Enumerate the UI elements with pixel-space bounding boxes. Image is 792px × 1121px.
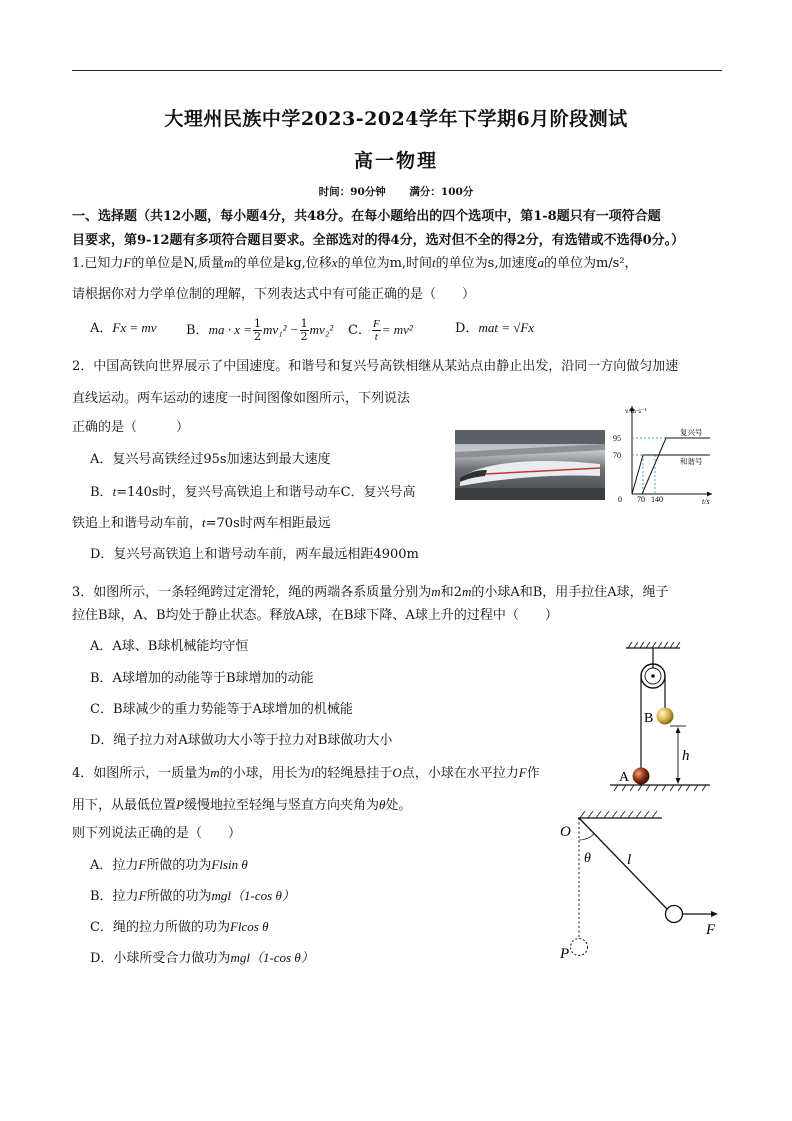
fraction-half bbox=[300, 318, 309, 343]
pendulum-figure bbox=[552, 806, 722, 966]
graph-xtick-140: 140 bbox=[651, 495, 663, 504]
label-f: F bbox=[706, 922, 716, 938]
q4-option-b[interactable] bbox=[90, 886, 295, 907]
section-heading bbox=[72, 205, 722, 253]
section-heading-line1: 一、选择题（共12小题，每小题4分，共48分。在每小题给出的四个选项中，第1-8题只有一项符合题 bbox=[72, 209, 661, 224]
q1-var-F: F bbox=[123, 255, 132, 270]
ball-a bbox=[633, 768, 650, 785]
option-formula: Fx = mv bbox=[112, 320, 157, 335]
q4-line1 bbox=[72, 763, 540, 784]
exam-subject: 高一物理 bbox=[353, 150, 438, 172]
q1-var-t: t bbox=[432, 255, 436, 270]
fraction-f-over-t bbox=[372, 318, 381, 343]
q4-line2 bbox=[72, 795, 411, 816]
q1-line2: 请根据你对力学单位制的理解，下列表达式中有可能正确的是（ ） bbox=[72, 287, 476, 302]
h-arrow-down bbox=[676, 778, 681, 784]
label-o: O bbox=[560, 824, 571, 840]
option-formula: mgl（1-cos θ） bbox=[230, 950, 314, 965]
q1-text: 的单位为m,时间 bbox=[337, 256, 433, 271]
fraction-den: t bbox=[374, 331, 378, 343]
angle-arc bbox=[579, 834, 594, 840]
exam-time: 时间：90分钟 bbox=[318, 186, 386, 198]
option-formula: = mv² bbox=[381, 322, 413, 337]
q4-text: 用下，从最低位置 bbox=[72, 798, 177, 813]
option-formula: mat = √Fx bbox=[478, 320, 535, 335]
graph-label-hexie: 和谐号 bbox=[680, 457, 703, 466]
option-text: 铁追上和谐号动车前， bbox=[72, 516, 203, 531]
label-h: h bbox=[682, 748, 690, 764]
q4-text: 的轻绳悬挂于 bbox=[314, 766, 393, 781]
force-arrowhead bbox=[711, 911, 718, 917]
q3-var-m: m bbox=[461, 584, 472, 599]
option-formula: mv₂² bbox=[309, 322, 334, 337]
q4-var-O: O bbox=[392, 765, 402, 780]
h-arrow-up bbox=[676, 727, 681, 733]
q2-line3: 正确的是（ ） bbox=[72, 420, 190, 435]
q3-option-d[interactable]: D．绳子拉力对A球做功大小等于拉力对B球做功大小 bbox=[90, 733, 393, 748]
q4-text: 4．如图所示，一质量为 bbox=[72, 766, 211, 781]
label-b: B bbox=[644, 711, 654, 726]
ball-position-p bbox=[571, 939, 588, 956]
option-formula: mv₁² − bbox=[263, 322, 299, 337]
q2-option-c[interactable] bbox=[72, 513, 331, 534]
option-text: C．绳的拉力所做的功为 bbox=[90, 920, 230, 935]
graph-x-arrow bbox=[707, 492, 712, 497]
label-theta: θ bbox=[584, 851, 591, 866]
ball bbox=[666, 906, 683, 923]
fraction-num: 1 bbox=[300, 317, 308, 330]
var-t: t bbox=[112, 484, 117, 499]
option-label: D． bbox=[455, 321, 479, 336]
label-p: P bbox=[560, 946, 570, 962]
q1-text: 的单位是kg,位移 bbox=[233, 256, 332, 271]
fraction-num: 1 bbox=[254, 317, 261, 330]
graph-xtick-0: 0 bbox=[618, 495, 622, 504]
option-text: B． bbox=[90, 485, 113, 500]
graph-ytick-95: 95 bbox=[613, 434, 621, 443]
q3-var-m: m bbox=[431, 584, 441, 599]
q1-text: 的单位是N,质量 bbox=[131, 256, 225, 271]
fraction-half bbox=[253, 318, 262, 343]
fraction-den: 2 bbox=[300, 330, 308, 343]
var-t: t bbox=[202, 515, 206, 530]
var-F: F bbox=[138, 888, 147, 903]
graph-ylabel: v/m·s⁻¹ bbox=[625, 407, 647, 415]
q4-text: 作 bbox=[526, 766, 540, 781]
station-beam bbox=[455, 444, 605, 458]
train-photo bbox=[455, 430, 605, 500]
option-formula: mgl（1-cos θ） bbox=[211, 888, 295, 903]
q2-option-d[interactable]: D．复兴号高铁追上和谐号动车前，两车最远相距4900m bbox=[90, 547, 419, 562]
q1-option-d[interactable] bbox=[455, 318, 534, 339]
option-text: =140s时，复兴号高铁追上和谐号动车C．复兴号高 bbox=[116, 485, 416, 500]
ball-b bbox=[657, 708, 674, 725]
exam-info bbox=[0, 184, 792, 199]
q4-text: 点，小球在水平拉力 bbox=[401, 766, 519, 781]
q4-option-a[interactable] bbox=[90, 855, 248, 876]
vt-graph bbox=[608, 398, 718, 508]
q1-option-a[interactable] bbox=[90, 318, 157, 339]
label-a: A bbox=[619, 770, 630, 785]
option-label: C． bbox=[348, 323, 371, 338]
pulley-figure bbox=[600, 638, 720, 798]
option-text: B．拉力 bbox=[90, 889, 139, 904]
train-photo-drawing bbox=[455, 430, 605, 500]
q1-var-a: a bbox=[537, 255, 544, 270]
q3-text: 的小球A和B，用手拉住A球，绳子 bbox=[471, 585, 669, 600]
q2-line2: 直线运动。两车运动的速度一时间图像如图所示，下列说法 bbox=[72, 391, 411, 406]
exam-title: 大理州民族中学2023-2024学年下学期6月阶段测试 bbox=[164, 108, 628, 130]
q3-text: 3．如图所示，一条轻绳跨过定滑轮，绳的两端各系质量分别为 bbox=[72, 585, 432, 600]
exam-score: 满分：100分 bbox=[409, 186, 474, 198]
q4-option-c[interactable] bbox=[90, 917, 268, 938]
q1-option-b[interactable] bbox=[186, 318, 333, 343]
q4-option-d[interactable] bbox=[90, 948, 314, 969]
graph-xtick-70: 70 bbox=[637, 495, 645, 504]
option-formula: Flsin θ bbox=[211, 857, 248, 872]
graph-line-fuxing bbox=[642, 438, 710, 494]
support-hatch bbox=[580, 811, 657, 818]
graph-ytick-70: 70 bbox=[613, 451, 621, 460]
option-label: A． bbox=[90, 321, 113, 336]
option-formula: ma · x = bbox=[208, 322, 252, 337]
q3-option-b[interactable]: B．A球增加的动能等于B球增加的动能 bbox=[90, 671, 314, 686]
option-text: 所做的功为 bbox=[146, 889, 212, 904]
q1-var-x: x bbox=[331, 255, 338, 270]
option-text: D．小球所受合力做功为 bbox=[90, 951, 231, 966]
option-formula: Flcos θ bbox=[229, 919, 269, 934]
ground-hatch bbox=[614, 785, 706, 791]
var-F: F bbox=[138, 857, 147, 872]
q2-line1: 2．中国高铁向世界展示了中国速度。和谐号和复兴号高铁相继从某站点由静止出发，沿同一方向做匀加速 bbox=[72, 359, 679, 374]
q3-option-c[interactable]: C．B球减少的重力势能等于A球增加的机械能 bbox=[90, 702, 353, 717]
rope bbox=[579, 818, 667, 909]
q2-option-b[interactable] bbox=[90, 482, 416, 503]
q1-text: 的单位为m/s²， bbox=[543, 256, 638, 271]
q4-text: 的小球，用长为 bbox=[219, 766, 311, 781]
q4-line3: 则下列说法正确的是（ ） bbox=[72, 826, 242, 841]
label-l: l bbox=[627, 852, 632, 868]
q4-var-theta: θ bbox=[378, 797, 386, 812]
option-text: A．拉力 bbox=[90, 858, 139, 873]
q1-options bbox=[72, 318, 722, 342]
option-label: B． bbox=[186, 323, 209, 338]
q3-line2: 拉住B球，A、B均处于静止状态。释放A球，在B球下降、A球上升的过程中（ ） bbox=[72, 608, 558, 623]
top-rule bbox=[72, 70, 722, 71]
section-heading-line2: 目要求，第9-12题有多项符合题目要求。全部选对的得4分，选对但不全的得2分，有选错或不选得0分。） bbox=[72, 233, 685, 248]
q1-var-m: m bbox=[224, 255, 234, 270]
q4-var-l: l bbox=[310, 765, 315, 780]
q3-option-a[interactable]: A．A球、B球机械能均守恒 bbox=[90, 639, 249, 654]
option-text: =70s时两车相距最远 bbox=[205, 516, 331, 531]
q4-text: 处。 bbox=[385, 798, 412, 813]
q2-option-a[interactable]: A．复兴号高铁经过95s加速达到最大速度 bbox=[90, 452, 331, 467]
q3-line1 bbox=[72, 582, 669, 603]
station-roof bbox=[455, 430, 605, 444]
pulley-axle bbox=[651, 674, 655, 678]
option-text: 所做的功为 bbox=[146, 858, 212, 873]
graph-label-fuxing: 复兴号 bbox=[680, 428, 703, 437]
q4-text: 缓慢地拉至轻绳与竖直方向夹角为 bbox=[183, 798, 379, 813]
q1-option-c[interactable] bbox=[348, 318, 413, 343]
graph-xlabel: t/s bbox=[702, 497, 710, 506]
fraction-den: 2 bbox=[254, 330, 261, 343]
ceiling-hatch bbox=[628, 642, 680, 648]
q1-text: 1.已知力 bbox=[72, 256, 124, 271]
q1-line1 bbox=[72, 253, 638, 274]
q3-text: 和2 bbox=[440, 585, 462, 600]
q4-var-P: P bbox=[176, 797, 184, 812]
q4-var-F: F bbox=[518, 765, 527, 780]
platform bbox=[455, 488, 605, 500]
q4-var-m: m bbox=[210, 765, 220, 780]
q1-text: 的单位为s,加速度 bbox=[435, 256, 538, 271]
fraction-num: F bbox=[372, 318, 380, 330]
